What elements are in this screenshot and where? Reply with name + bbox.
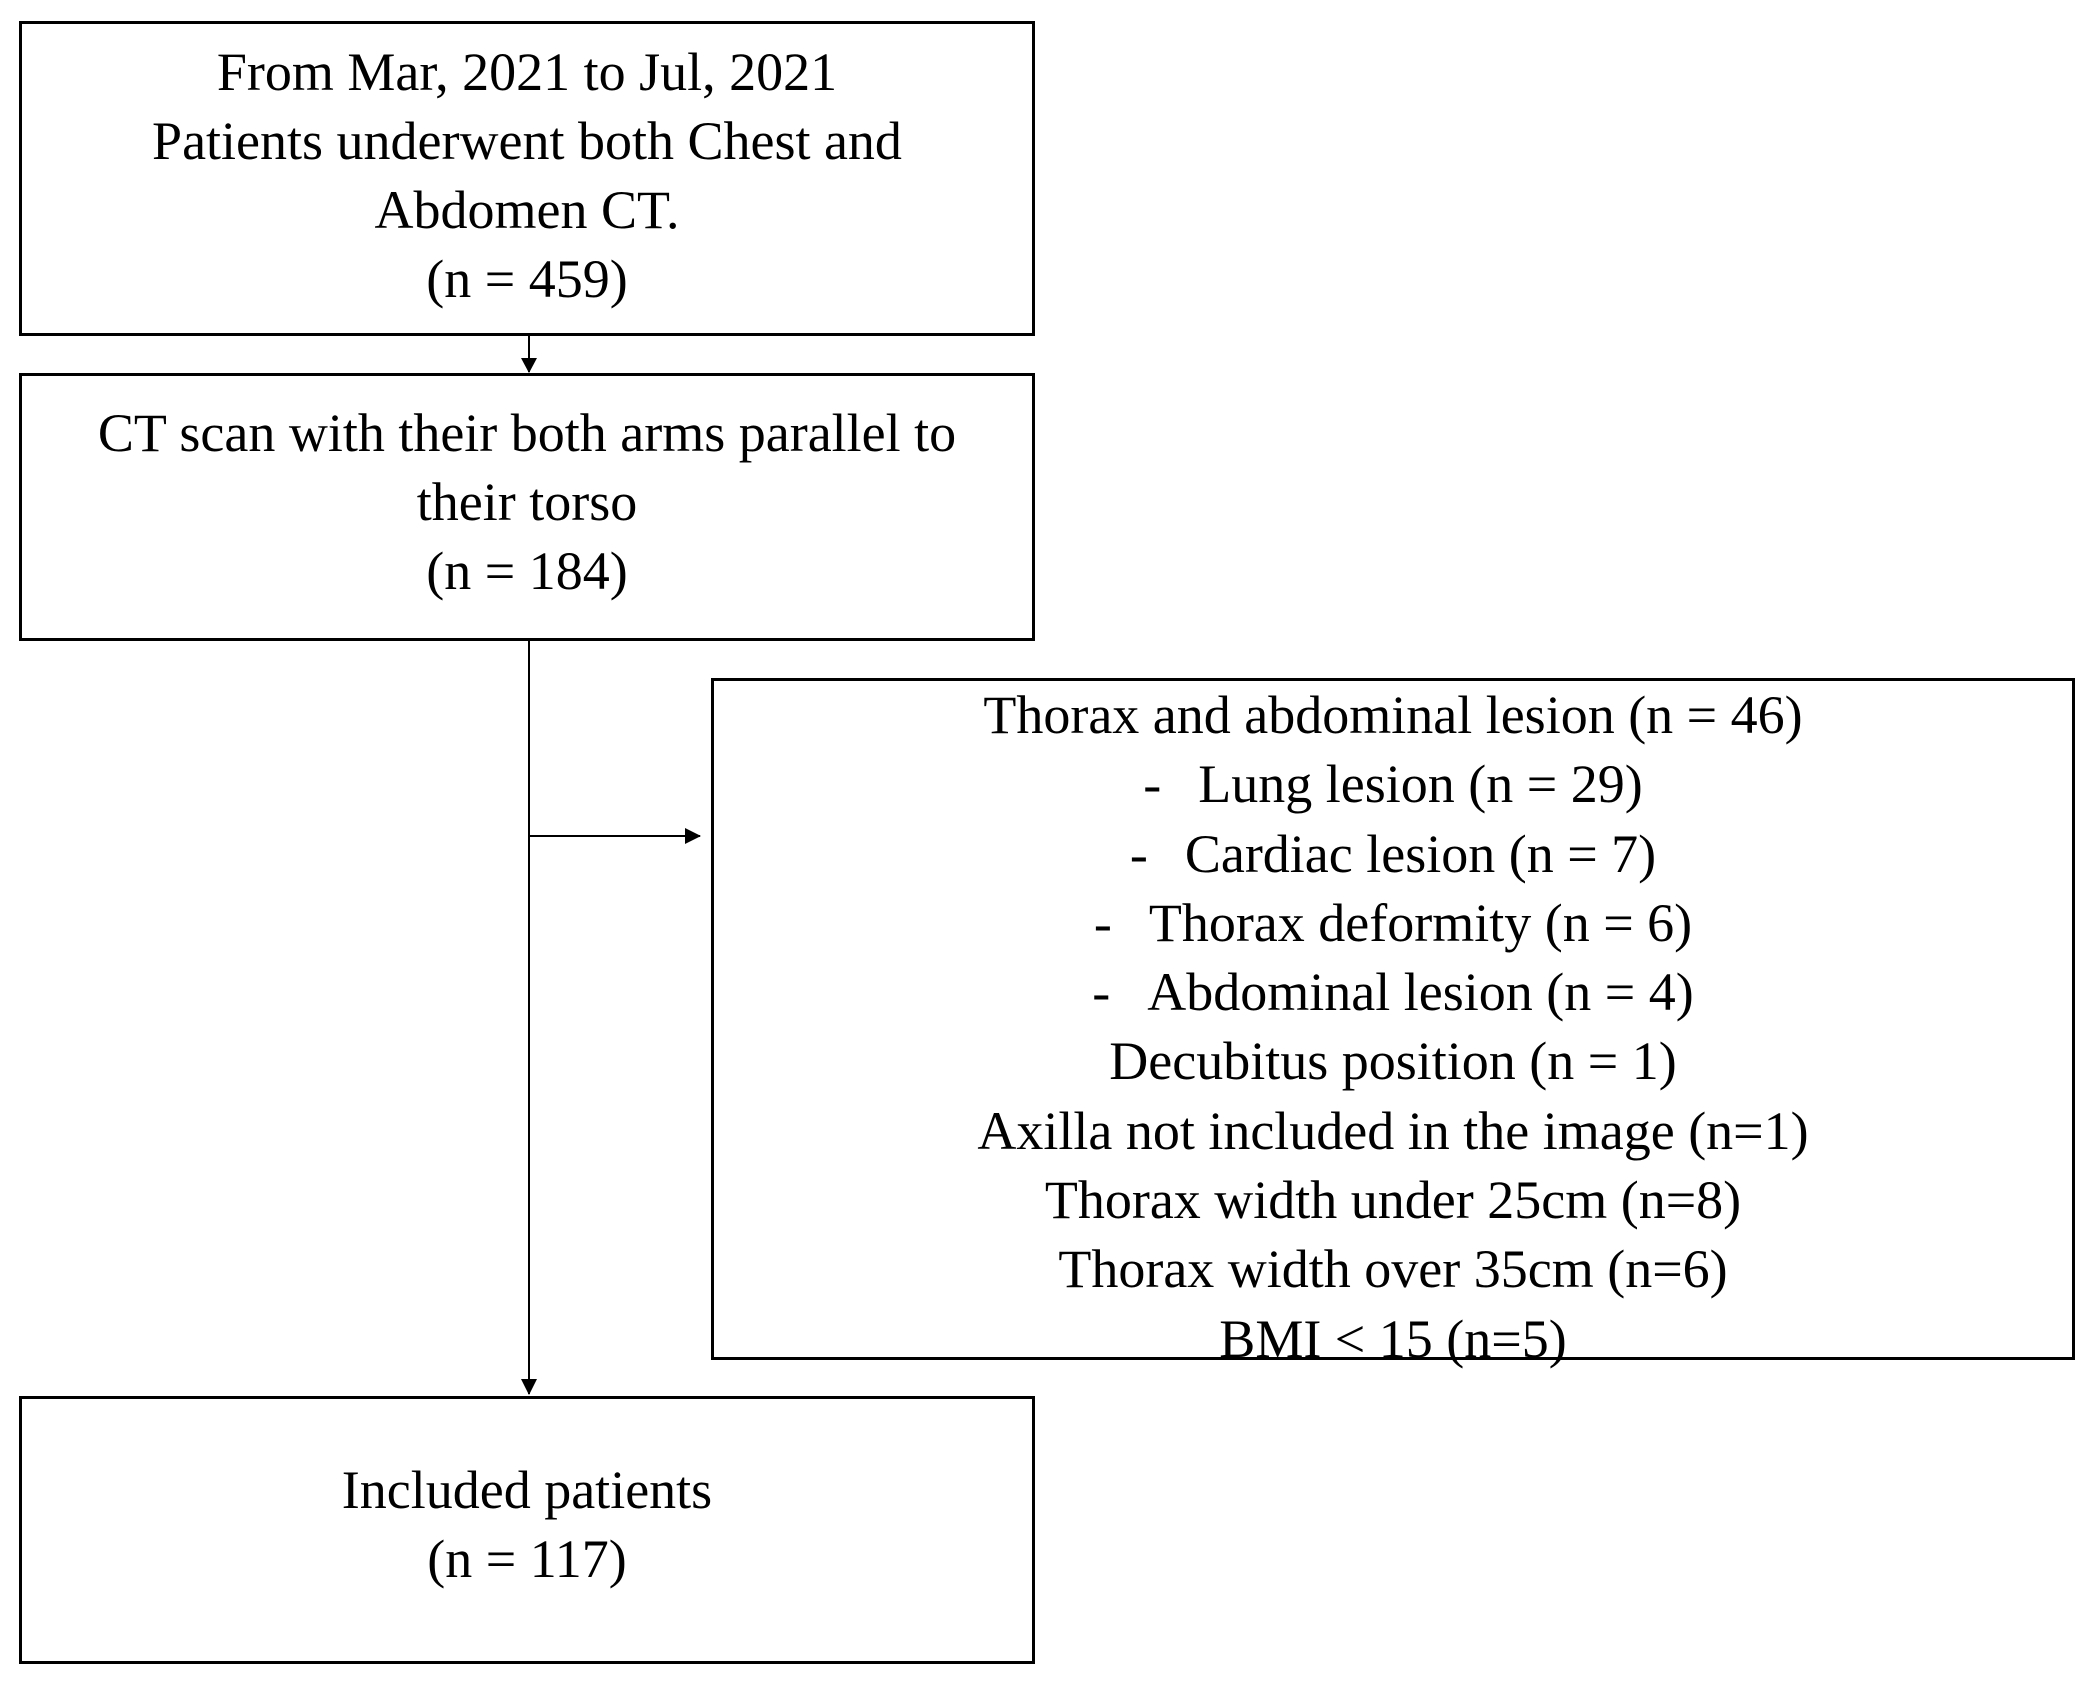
exclusion-sub-item-text: Cardiac lesion (n = 7) [1184,823,1657,884]
list-dash: - [1143,754,1162,815]
included-count: (n = 117) [427,1529,627,1589]
exclusion-item: Decubitus position (n = 1) [1109,1031,1677,1092]
arrowhead-branch-to-excluded [685,828,701,844]
exclusion-heading: Thorax and abdominal lesion (n = 46) [983,685,1803,745]
source-line-1: From Mar, 2021 to Jul, 2021 [216,41,838,102]
included-patients-box [19,1396,1035,1664]
exclusion-sub-item [1094,889,1692,958]
exclusion-item: Axilla not included in the image (n=1) [977,1100,1809,1161]
exclusion-sub-item [1130,820,1656,889]
list-dash: - [1129,823,1148,884]
source-population-box [19,21,1035,336]
exclusion-criteria-box [711,678,2075,1369]
list-dash: - [1092,962,1111,1023]
arms-line-2: their torso [416,471,638,532]
exclusion-sub-item-text: Abdominal lesion (n = 4) [1147,962,1694,1023]
included-label: Included patients [341,1460,713,1520]
exclusion-sub-item [1092,958,1693,1027]
exclusion-sub-item-text: Thorax deformity (n = 6) [1148,892,1693,953]
arrowhead-arms-to-included [521,1379,537,1395]
source-line-2: Patients underwent both Chest and [152,110,902,171]
arms-count: (n = 184) [426,540,628,601]
list-dash: - [1093,892,1112,953]
exclusion-sub-item-text: Lung lesion (n = 29) [1198,754,1643,815]
exclusion-sub-item [1143,750,1642,819]
exclusion-item: BMI < 15 (n=5) [1219,1308,1567,1369]
arms-parallel-box [19,373,1035,641]
exclusion-item: Thorax width over 35cm (n=6) [1058,1239,1728,1300]
arms-line-1: CT scan with their both arms parallel to [97,402,957,463]
exclusion-item: Thorax width under 25cm (n=8) [1044,1170,1742,1231]
arrowhead-source-to-arms [521,358,537,373]
source-count: (n = 459) [426,248,628,309]
source-line-3: Abdomen CT. [374,179,680,240]
